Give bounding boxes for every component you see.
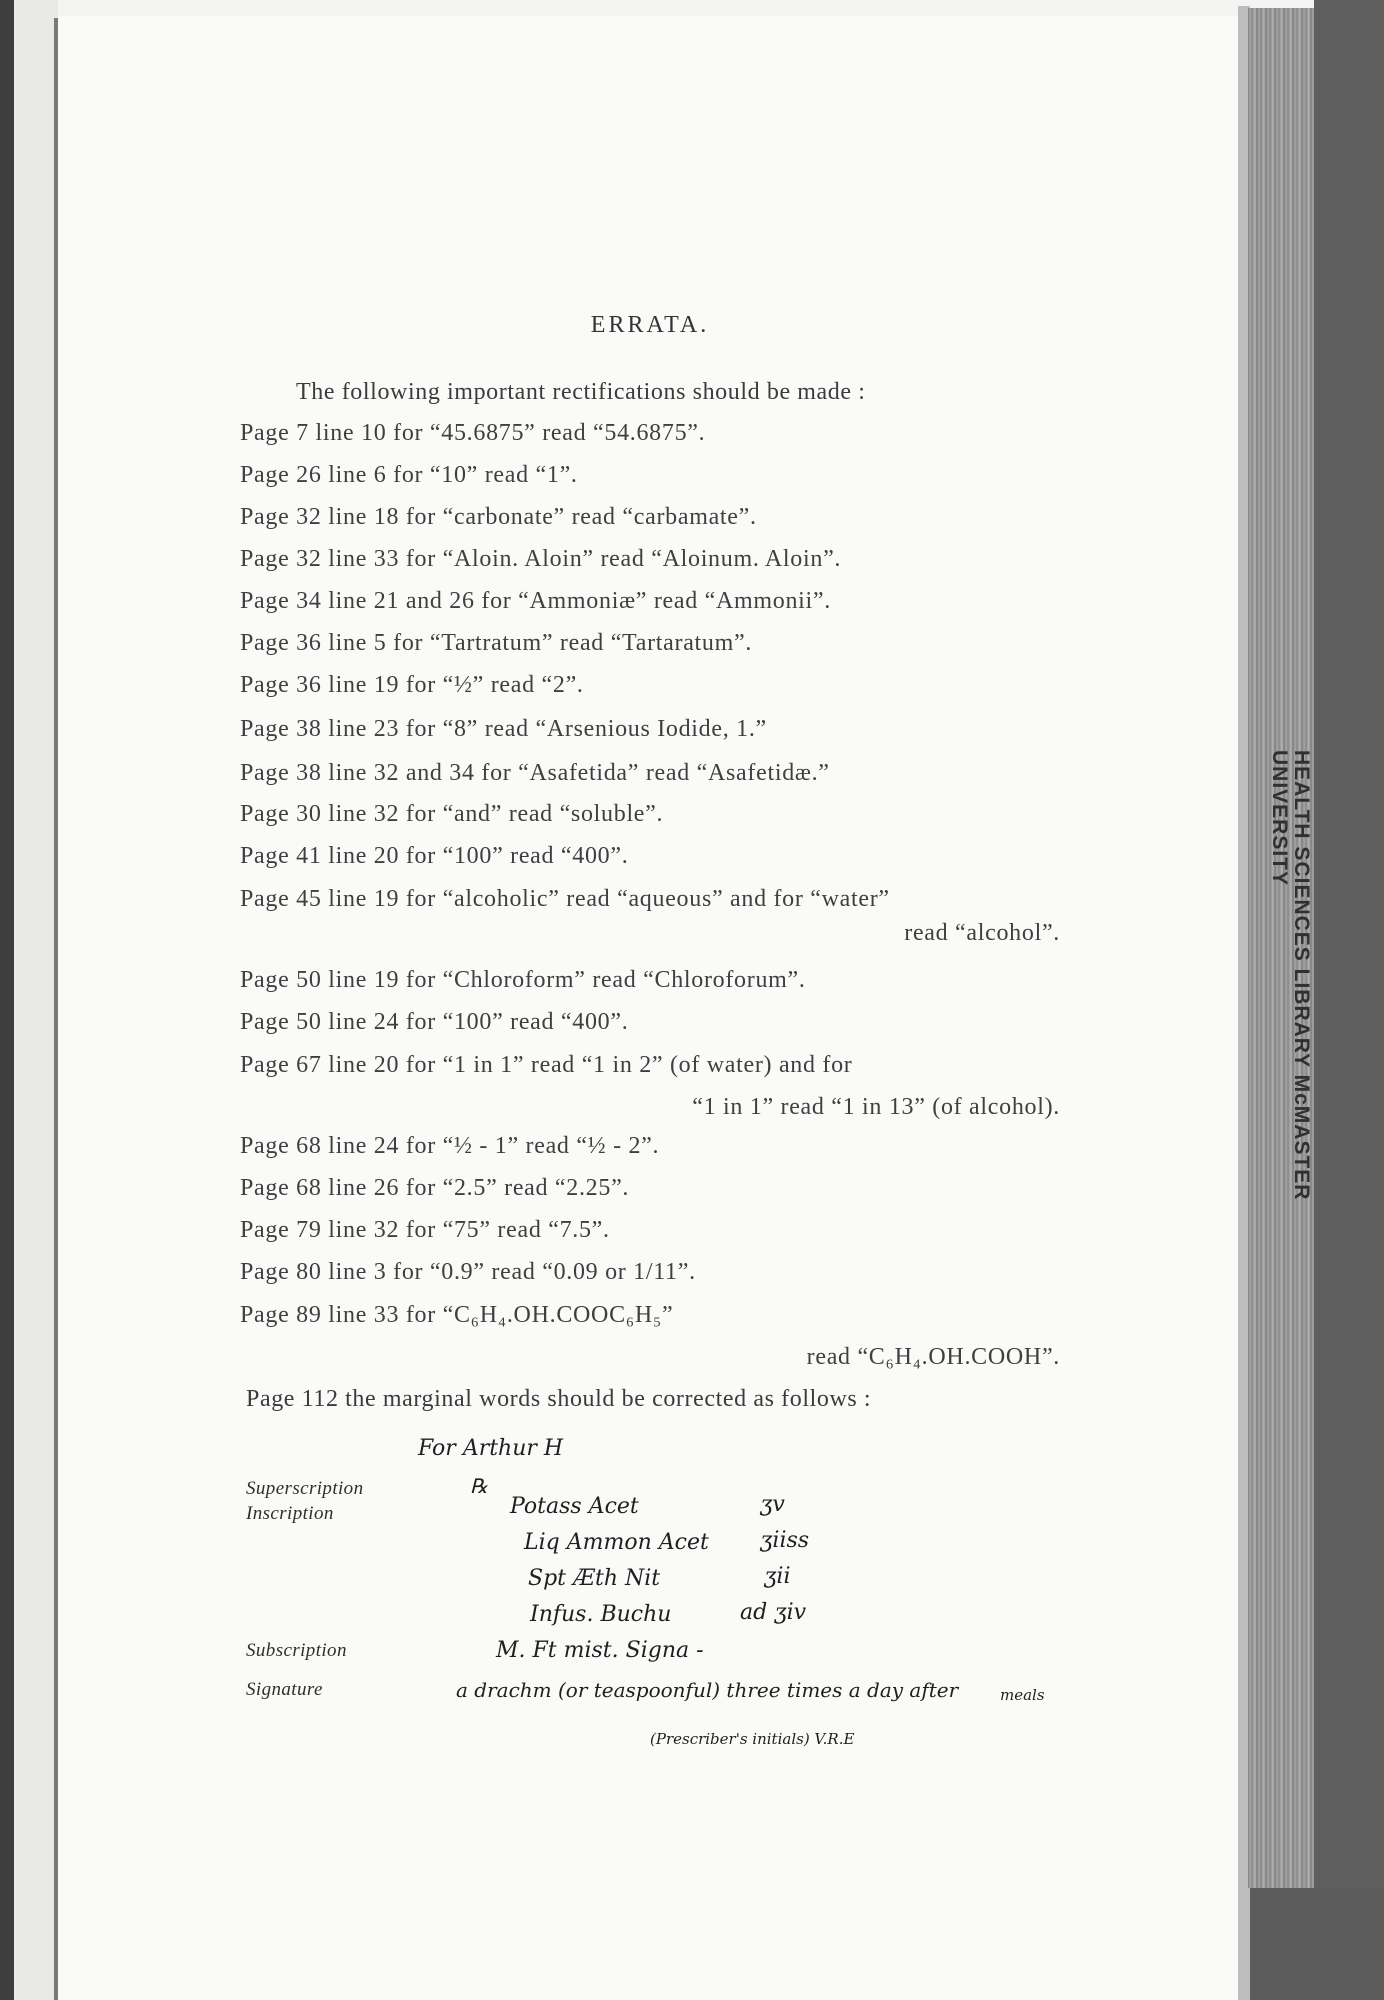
- label-inscription: Inscription: [246, 1503, 334, 1524]
- handwritten-rx-symbol: ℞: [470, 1474, 488, 1498]
- handwritten-item-3: Spt Æth Nit: [528, 1566, 661, 1591]
- label-signature: Signature: [246, 1679, 323, 1700]
- errata-intro: The following important rectifications should be made :: [296, 379, 866, 405]
- errata-line: Page 26 line 6 for “10” read “1”.: [240, 462, 578, 488]
- errata-line: Page 80 line 3 for “0.9” read “0.09 or 1/11”.: [240, 1259, 696, 1285]
- errata-line: Page 36 line 19 for “½” read “2”.: [240, 672, 584, 698]
- handwritten-qty-2: ʒiiss: [760, 1528, 810, 1553]
- errata-line: Page 32 line 18 for “carbonate” read “carbamate”.: [240, 504, 757, 530]
- errata-line: Page 7 line 10 for “45.6875” read “54.6875”.: [240, 420, 706, 446]
- errata-line: Page 45 line 19 for “alcoholic” read “aqueous” and for “water”: [240, 886, 890, 912]
- errata-line: Page 89 line 33 for “C₆H₄.OH.COOC₆H₅”: [240, 1302, 674, 1328]
- errata-line: Page 38 line 23 for “8” read “Arsenious Iodide, 1.”: [240, 716, 767, 742]
- handwritten-item-1: Potass Acet: [510, 1494, 639, 1519]
- handwritten-signature: a drachm (or teaspoonful) three times a day after: [456, 1678, 959, 1702]
- errata-line: Page 32 line 33 for “Aloin. Aloin” read “Aloinum. Aloin”.: [240, 546, 842, 572]
- label-subscription: Subscription: [246, 1640, 347, 1661]
- left-margin-shadow: [0, 0, 14, 2000]
- facing-page-edge: [14, 0, 58, 2000]
- handwritten-initials: (Prescriber's initials) V.R.E: [650, 1730, 855, 1748]
- errata-line-continuation: read “C₆H₄.OH.COOH”.: [806, 1344, 1060, 1370]
- errata-line: Page 36 line 5 for “Tartratum” read “Tartaratum”.: [240, 630, 753, 656]
- errata-line-continuation: read “alcohol”.: [904, 920, 1060, 946]
- errata-line: Page 50 line 19 for “Chloroform” read “Chloroforum”.: [240, 967, 806, 993]
- errata-line: Page 30 line 32 for “and” read “soluble”.: [240, 801, 664, 827]
- page-title: ERRATA.: [590, 312, 710, 338]
- errata-line: Page 50 line 24 for “100” read “400”.: [240, 1009, 629, 1035]
- handwritten-qty-3: ʒii: [764, 1564, 791, 1589]
- handwritten-item-2: Liq Ammon Acet: [524, 1530, 709, 1555]
- handwritten-patient: For Arthur H: [418, 1436, 564, 1461]
- errata-line: Page 68 line 24 for “½ - 1” read “½ - 2”.: [240, 1133, 660, 1159]
- marginal-note: Page 112 the marginal words should be corrected as follows :: [246, 1386, 872, 1412]
- errata-line: Page 38 line 32 and 34 for “Asafetida” read “Asafetidæ.”: [240, 760, 830, 786]
- handwritten-subscription: M. Ft mist. Signa -: [496, 1638, 704, 1663]
- errata-line: Page 68 line 26 for “2.5” read “2.25”.: [240, 1175, 630, 1201]
- errata-line: Page 79 line 32 for “75” read “7.5”.: [240, 1217, 610, 1243]
- handwritten-qty-4: ad ʒiv: [740, 1600, 807, 1625]
- bottom-background: [1250, 1888, 1384, 2000]
- errata-line: Page 34 line 21 and 26 for “Ammoniæ” read “Ammonii”.: [240, 588, 831, 614]
- handwritten-qty-1: ʒv: [760, 1492, 785, 1517]
- right-background: [1314, 0, 1384, 1888]
- label-superscription: Superscription: [246, 1478, 364, 1499]
- handwritten-item-4: Infus. Buchu: [530, 1602, 672, 1627]
- errata-line: Page 67 line 20 for “1 in 1” read “1 in 2” (of water) and for: [240, 1052, 853, 1078]
- errata-line-continuation: “1 in 1” read “1 in 13” (of alcohol).: [692, 1094, 1060, 1120]
- errata-line: Page 41 line 20 for “100” read “400”.: [240, 843, 629, 869]
- handwritten-signature-end: meals: [1000, 1686, 1045, 1704]
- library-stamp: HEALTH SCIENCES LIBRARY McMASTER UNIVERSITY: [1268, 750, 1313, 1201]
